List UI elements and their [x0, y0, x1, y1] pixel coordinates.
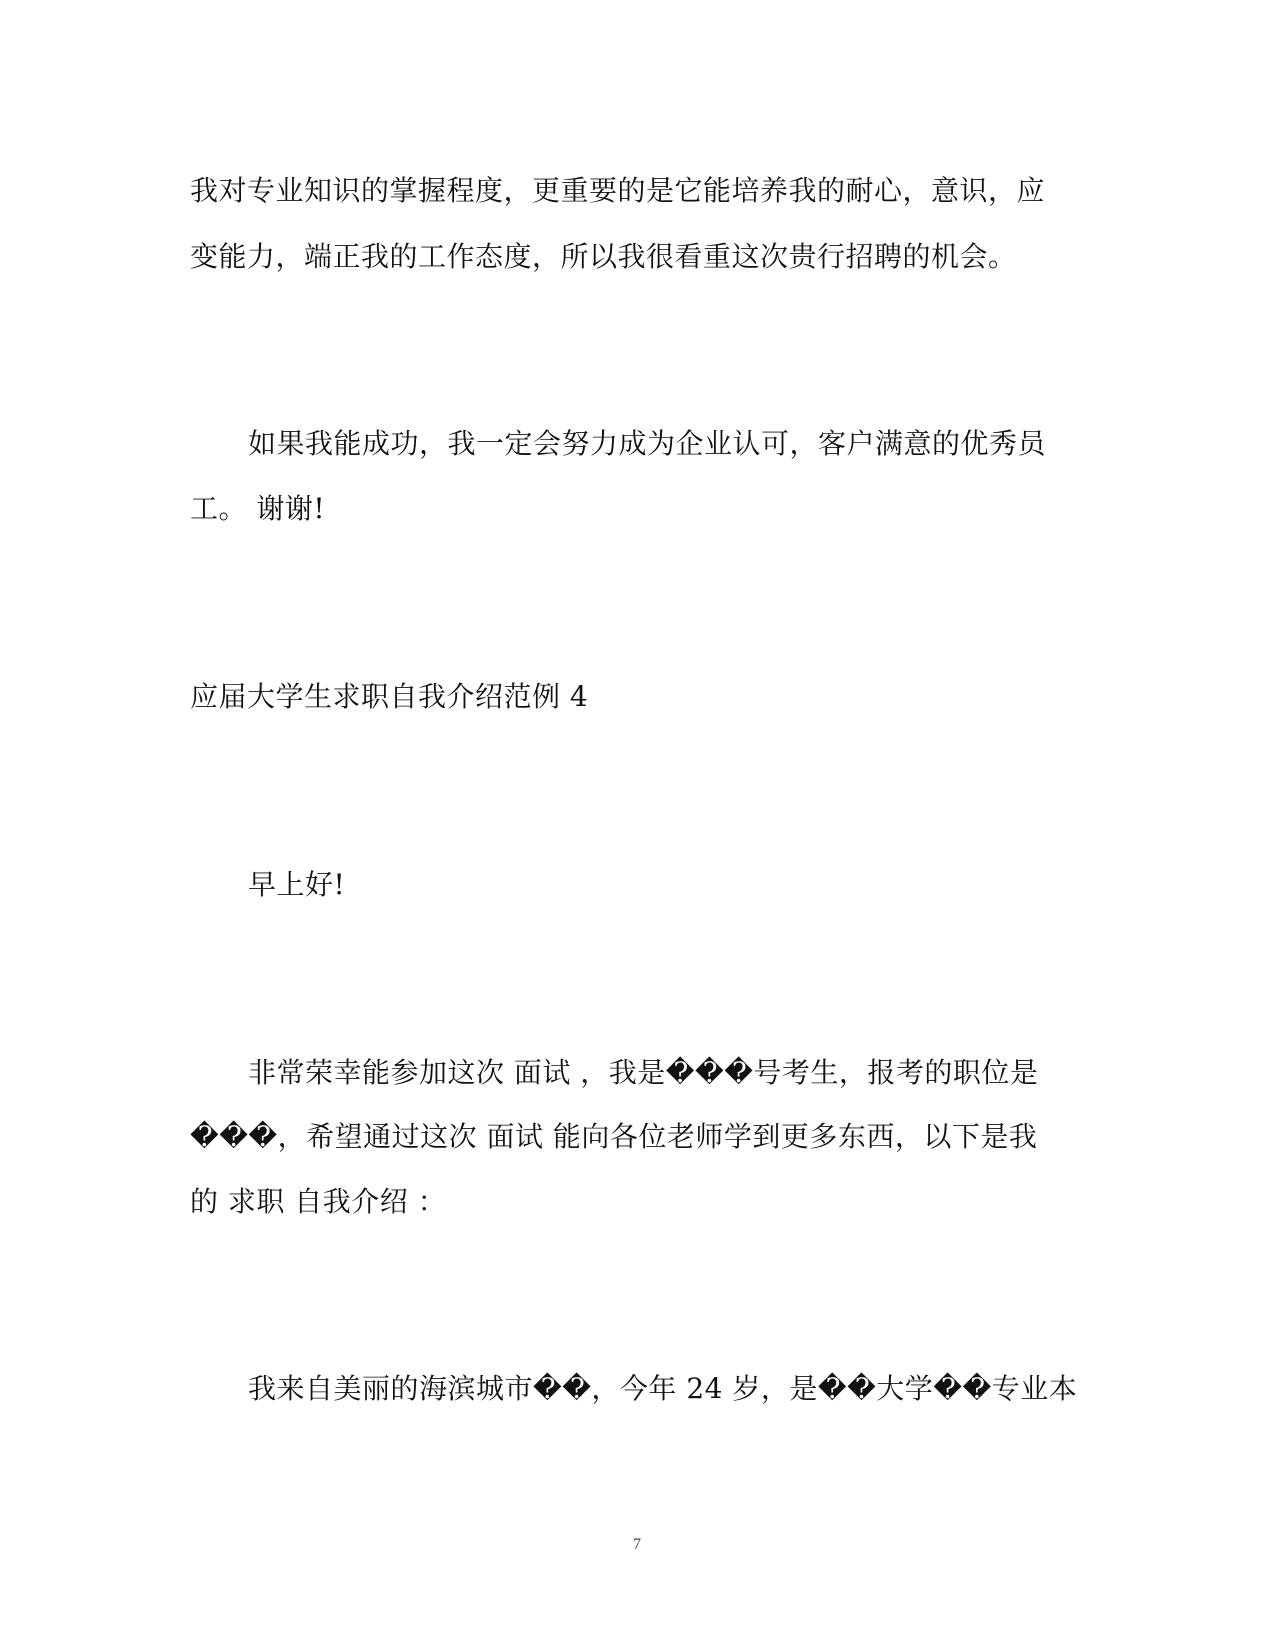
page-number: 7: [633, 1536, 641, 1553]
paragraph-line: 变能力，端正我的工作态度，所以我很看重这次贵行招聘的机会。: [190, 240, 1017, 273]
greeting-line: 早上好!: [248, 868, 346, 901]
paragraph-line: 的 求职 自我介绍 ：: [190, 1185, 447, 1218]
paragraph-line: 工。 谢谢!: [190, 492, 326, 525]
paragraph-line: ���，希望通过这次 面试 能向各位老师学到更多东西，以下是我: [190, 1120, 1038, 1153]
paragraph-line: 如果我能成功，我一定会努力成为企业认可，客户满意的优秀员: [248, 427, 1047, 460]
paragraph-line: 我对专业知识的掌握程度，更重要的是它能培养我的耐心，意识，应: [190, 174, 1046, 207]
paragraph-line: 非常荣幸能参加这次 面试 ，我是���号考生，报考的职位是: [248, 1056, 1039, 1089]
paragraph-line: 我来自美丽的海滨城市��，今年 24 岁，是��大学��专业本: [248, 1372, 1078, 1405]
section-heading: 应届大学生求职自我介绍范例 4: [190, 680, 589, 713]
